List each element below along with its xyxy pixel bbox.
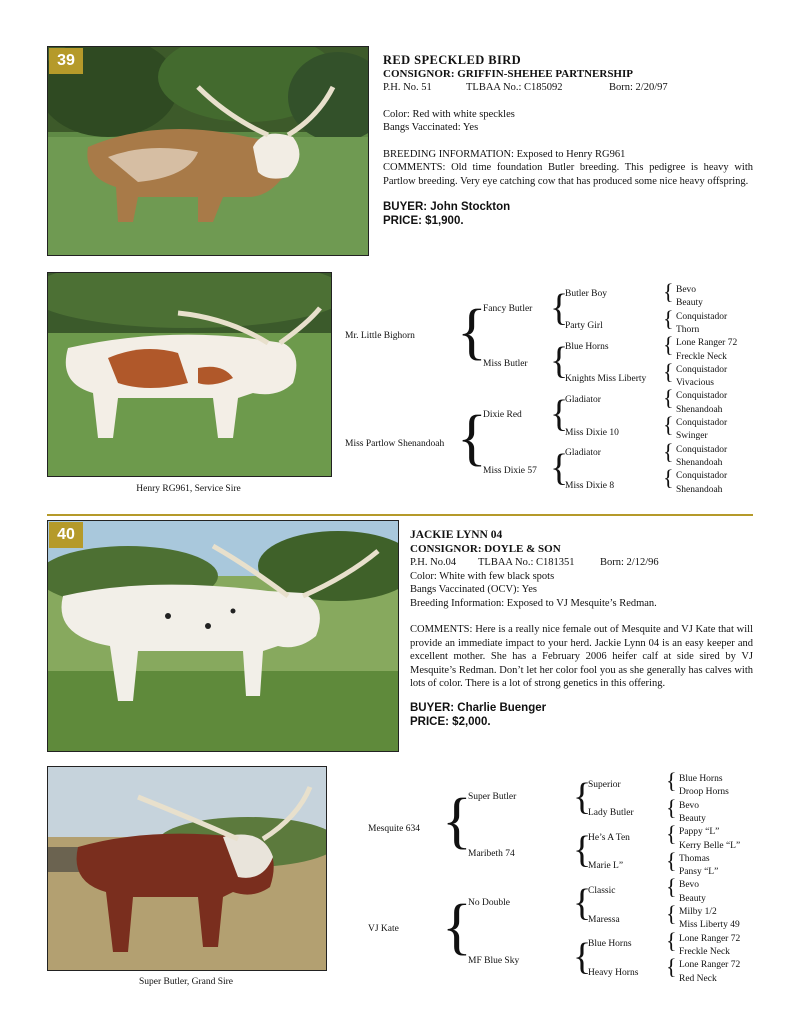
registration-row bbox=[383, 81, 753, 95]
born-date: Born: 2/20/97 bbox=[609, 82, 668, 93]
cow-name: JACKIE LYNN 04 bbox=[410, 529, 503, 541]
comments-text: COMMENTS: Old time foundation Butler breeding. This pedigree is heavy with Partlow breeding. Very eye catching cow that has produced some nice heavy offspring. bbox=[383, 162, 753, 187]
pedigree-ancestor-gen4: Shenandoah bbox=[676, 484, 723, 495]
pedigree-brace: { bbox=[663, 279, 674, 304]
breeding-text: BREEDING INFORMATION: Exposed to Henry RG961 bbox=[383, 148, 626, 160]
pedigree-ancestor-gen4: Milby 1/2 bbox=[679, 907, 717, 917]
pedigree-ancestor-gen3: Knights Miss Liberty bbox=[565, 374, 647, 385]
pedigree-brace: { bbox=[666, 794, 677, 820]
pedigree-ancestor-gen4: Lone Ranger 72 bbox=[679, 933, 741, 944]
pedigree-ancestor-gen4: Droop Horns bbox=[679, 787, 729, 798]
pedigree-brace: { bbox=[666, 768, 677, 793]
pedigree-ancestor-gen4: Conquistador bbox=[676, 364, 728, 375]
pedigree-brace: { bbox=[663, 385, 674, 411]
pedigree-ancestor-gen4: Vivacious bbox=[676, 378, 714, 389]
pedigree-ancestor-gen4: Freckle Neck bbox=[679, 946, 730, 957]
tlbaa-number: TLBAA No.: C185092 bbox=[466, 82, 563, 93]
lot-number-badge: 40 bbox=[49, 522, 83, 548]
pedigree-ancestor-gen4: Miss Liberty 49 bbox=[679, 920, 740, 931]
pedigree-ancestor-gen4: Conquistador bbox=[676, 311, 728, 322]
pedigree-ancestor-gen3: Miss Dixie 8 bbox=[565, 480, 615, 491]
pedigree-ancestor-gen3: Heavy Horns bbox=[588, 967, 639, 978]
color-text: Color: White with few black spots bbox=[410, 570, 555, 582]
pedigree-brace: { bbox=[666, 927, 677, 953]
pedigree-ancestor-gen3: Superior bbox=[588, 779, 621, 790]
pedigree-ancestor-gen4: Lone Ranger 72 bbox=[676, 338, 738, 349]
pedigree-ancestor-gen2: Super Butler bbox=[468, 791, 517, 802]
pedigree-brace: { bbox=[457, 297, 487, 366]
pedigree-ancestor-gen4: Conquistador bbox=[676, 471, 728, 482]
pedigree-brace: { bbox=[550, 393, 569, 436]
pedigree-ancestor-gen3: Blue Horns bbox=[588, 939, 632, 950]
pedigree-brace: { bbox=[666, 901, 677, 926]
cow-photo-red-speckled-bird bbox=[47, 46, 369, 256]
pedigree-ancestor-gen3: Maressa bbox=[588, 914, 620, 925]
bangs-text: Bangs Vaccinated: Yes bbox=[383, 122, 479, 133]
pedigree-ancestor-gen4: Freckle Neck bbox=[676, 351, 727, 362]
pedigree-ancestor-gen4: Red Neck bbox=[679, 973, 717, 984]
grand-sire-photo bbox=[47, 766, 327, 971]
pedigree-brace: { bbox=[663, 438, 674, 464]
pedigree-brace: { bbox=[663, 305, 674, 331]
pedigree-ancestor-gen4: Beauty bbox=[676, 298, 703, 309]
tlbaa-number: TLBAA No.: C181351 bbox=[478, 557, 575, 568]
service-sire-photo bbox=[47, 272, 332, 477]
pedigree-brace: { bbox=[573, 882, 592, 925]
pedigree-ancestor-gen4: Swinger bbox=[676, 431, 708, 442]
pedigree-ancestor-gen1: Miss Partlow Shenandoah bbox=[345, 438, 445, 449]
pedigree-brace: { bbox=[550, 446, 569, 489]
pedigree-ancestor-gen4: Conquistador bbox=[676, 444, 728, 455]
pedigree-brace: { bbox=[663, 412, 674, 437]
consignor: CONSIGNOR: GRIFFIN-SHEHEE PARTNERSHIP bbox=[383, 67, 633, 80]
ph-number: P.H. No. 51 bbox=[383, 82, 432, 93]
pedigree-ancestor-gen3: Classic bbox=[588, 886, 616, 897]
pedigree-brace: { bbox=[666, 847, 677, 873]
registration-row bbox=[410, 556, 753, 570]
pedigree-ancestor-gen4: Conquistador bbox=[676, 418, 728, 428]
cow-photo-jackie-lynn bbox=[47, 520, 399, 752]
pedigree-ancestor-gen4: Bevo bbox=[679, 880, 700, 891]
pedigree-ancestor-gen3: Gladiator bbox=[565, 448, 601, 459]
buyer-text: BUYER: John Stockton bbox=[383, 201, 511, 213]
pedigree-ancestor-gen2: Miss Dixie 57 bbox=[483, 465, 537, 476]
cow-name: RED SPECKLED BIRD bbox=[383, 53, 522, 67]
pedigree-brace: { bbox=[550, 340, 569, 383]
pedigree-ancestor-gen4: Shenandoah bbox=[676, 457, 723, 468]
pedigree-ancestor-gen4: Blue Horns bbox=[679, 774, 723, 784]
pedigree-ancestor-gen4: Conquistador bbox=[676, 391, 728, 402]
pedigree-brace: { bbox=[442, 893, 472, 962]
pedigree-ancestor-gen4: Kerry Belle “L” bbox=[679, 840, 741, 851]
pedigree-ancestor-gen4: Beauty bbox=[679, 893, 706, 904]
pedigree-brace: { bbox=[573, 935, 592, 978]
pedigree-ancestor-gen3: Miss Dixie 10 bbox=[565, 427, 619, 438]
pedigree-ancestor-gen2: MF Blue Sky bbox=[468, 955, 520, 966]
pedigree-ancestor-gen4: Beauty bbox=[679, 813, 706, 824]
pedigree-ancestor-gen2: Fancy Butler bbox=[483, 303, 533, 314]
pedigree-brace: { bbox=[550, 286, 569, 329]
price-text: PRICE: $2,000. bbox=[410, 715, 491, 728]
ph-number: P.H. No.04 bbox=[410, 557, 457, 568]
pedigree-ancestor-gen1: VJ Kate bbox=[368, 923, 399, 934]
pedigree-ancestor-gen4: Lone Ranger 72 bbox=[679, 960, 741, 971]
pedigree-ancestor-gen4: Pappy “L” bbox=[679, 827, 720, 838]
consignor: CONSIGNOR: DOYLE & SON bbox=[410, 542, 561, 555]
grand-sire-caption: Super Butler, Grand Sire bbox=[138, 977, 234, 987]
service-sire-caption: Henry RG961, Service Sire bbox=[136, 484, 241, 494]
pedigree-brace: { bbox=[666, 954, 677, 980]
color-text: Color: Red with white speckles bbox=[383, 108, 515, 120]
pedigree-brace: { bbox=[666, 821, 677, 847]
lot-39-info bbox=[383, 54, 753, 228]
pedigree-ancestor-gen2: Dixie Red bbox=[483, 410, 522, 421]
pedigree-ancestor-gen2: Maribeth 74 bbox=[468, 849, 515, 860]
pedigree-ancestor-gen4: Bevo bbox=[679, 800, 700, 811]
pedigree-brace: { bbox=[663, 465, 674, 491]
pedigree-brace: { bbox=[442, 786, 472, 855]
section-divider bbox=[47, 514, 753, 516]
pedigree-ancestor-gen3: Butler Boy bbox=[565, 288, 607, 299]
lot-40-info bbox=[410, 529, 753, 729]
comments-text: COMMENTS: Here is a really nice female out of Mesquite and VJ Kate that will provide an immediate impact to your herd. Jackie Lynn 04 is an easy keeper and excellent mother. She has a February 2006 heifer calf at side sired by VJ Mesquite’s Redman. Don’t let her color fool you as she generally has calves with lots of color. There is a lot of strong genetics in this offering. bbox=[410, 624, 753, 689]
pedigree-ancestor-gen3: Blue Horns bbox=[565, 341, 609, 352]
pedigree-brace: { bbox=[573, 829, 592, 872]
pedigree-brace: { bbox=[663, 332, 674, 358]
pedigree-ancestor-gen1: Mesquite 634 bbox=[368, 823, 420, 834]
pedigree-ancestor-gen2: Miss Butler bbox=[483, 359, 528, 370]
pedigree-ancestor-gen4: Pansy “L” bbox=[679, 867, 719, 878]
bangs-text: Bangs Vaccinated (OCV): Yes bbox=[410, 584, 537, 595]
pedigree-brace: { bbox=[663, 358, 674, 384]
pedigree-brace: { bbox=[457, 404, 487, 473]
lot-number-badge: 39 bbox=[49, 48, 83, 74]
buyer-text: BUYER: Charlie Buenger bbox=[410, 701, 547, 714]
pedigree-ancestor-gen3: Party Girl bbox=[565, 321, 603, 332]
pedigree-ancestor-gen4: Thomas bbox=[679, 853, 710, 864]
pedigree-ancestor-gen4: Thorn bbox=[676, 324, 700, 335]
pedigree-brace: { bbox=[666, 874, 677, 900]
breeding-text: Breeding Information: Exposed to VJ Mesquite’s Redman. bbox=[410, 597, 657, 609]
pedigree-ancestor-gen2: No Double bbox=[468, 898, 510, 909]
pedigree-ancestor-gen4: Shenandoah bbox=[676, 404, 723, 415]
pedigree-ancestor-gen3: Lady Butler bbox=[588, 808, 634, 819]
pedigree-ancestor-gen3: He’s A Ten bbox=[588, 832, 630, 843]
pedigree-brace: { bbox=[573, 775, 592, 818]
pedigree-ancestor-gen4: Bevo bbox=[676, 285, 697, 295]
price-text: PRICE: $1,900. bbox=[383, 215, 464, 227]
born-date: Born: 2/12/96 bbox=[600, 557, 659, 568]
pedigree-ancestor-gen1: Mr. Little Bighorn bbox=[345, 330, 415, 341]
pedigree-ancestor-gen3: Gladiator bbox=[565, 395, 601, 406]
pedigree-ancestor-gen3: Marie L” bbox=[588, 861, 624, 872]
